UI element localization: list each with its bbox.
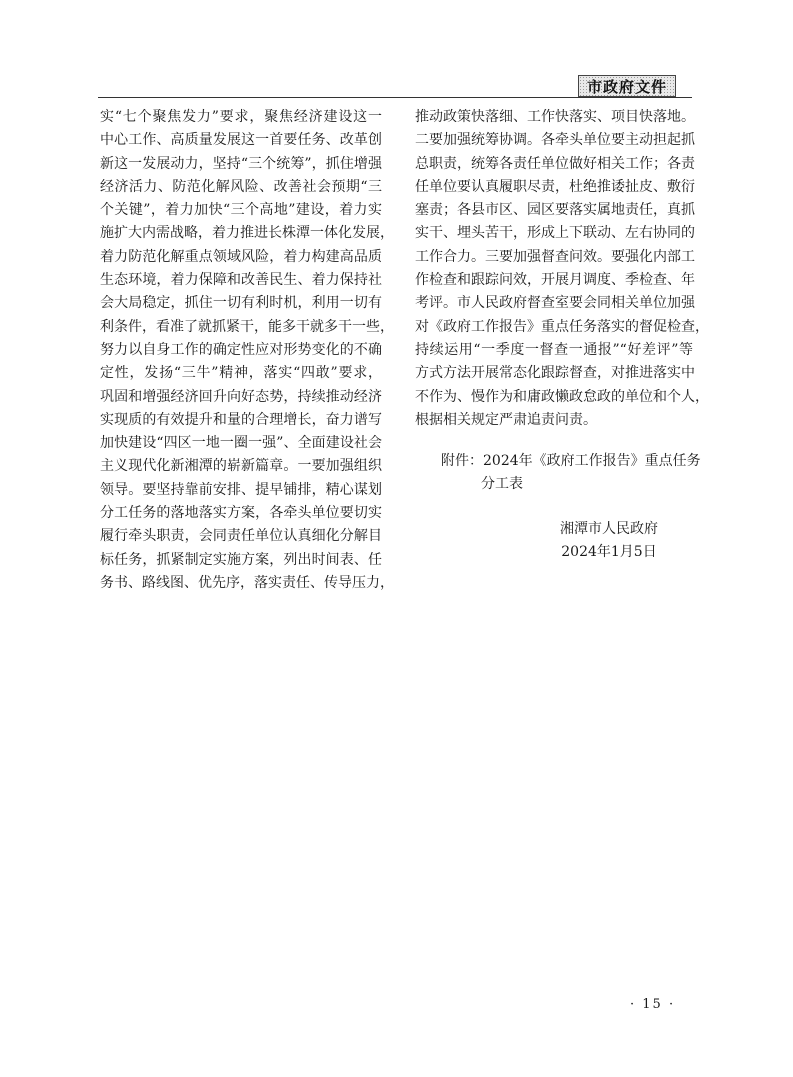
body-line: 新这一发展动力，坚持“三个统筹”，抓住增强 xyxy=(100,155,382,172)
body-line: 不作为、慢作为和庸政懒政怠政的单位和个人， xyxy=(415,388,709,405)
body-line: 加快建设“四区一地一圈一强”、全面建设社会 xyxy=(100,435,382,452)
body-line: 总职责，统筹各责任单位做好相关工作；各责 xyxy=(415,155,695,172)
body-text-left-column xyxy=(100,106,394,595)
body-line: 实“七个聚焦发力”要求，聚焦经济建设这一 xyxy=(100,109,382,125)
body-line: 施扩大内需战略，着力推进长株潭一体化发展， xyxy=(100,225,394,242)
body-line: 标任务，抓紧制定实施方案，列出时间表、任 xyxy=(100,551,382,568)
body-line: 分工任务的落地落实方案，各牵头单位要切实 xyxy=(100,505,382,522)
attachment-note xyxy=(441,450,701,497)
issuer-name: 湘潭市人民政府 xyxy=(560,521,658,537)
body-line: 任单位要认真履职尽责，杜绝推诿扯皮、敷衍 xyxy=(415,178,695,195)
body-line: 工作合力。三要加强督查问效。要强化内部工 xyxy=(415,248,695,265)
signature-block xyxy=(560,518,658,565)
body-line: 着力防范化解重点领域风险，着力构建高品质 xyxy=(100,248,382,265)
body-line: 塞责；各县市区、园区要落实属地责任，真抓 xyxy=(415,202,695,219)
body-line: 对《政府工作报告》重点任务落实的督促检查， xyxy=(415,318,709,335)
attachment-line-continued: 分工表 xyxy=(481,476,523,493)
body-line: 履行牵头职责，会同责任单位认真细化分解目 xyxy=(100,528,382,545)
body-line: 主义现代化新湘潭的崭新篇章。一要加强组织 xyxy=(100,458,382,475)
body-line: 中心工作、高质量发展这一首要任务、改革创 xyxy=(100,132,382,149)
attachment-line: 附件：2024年《政府工作报告》重点任务 xyxy=(441,453,701,469)
page-number: · 15 · xyxy=(630,997,676,1012)
body-line: 推动政策快落细、工作快落实、项目快落地。 xyxy=(415,109,695,125)
body-line: 领导。要坚持靠前安排、提早铺排，精心谋划 xyxy=(100,481,382,498)
body-line: 持续运用“一季度一督查一通报”“好差评”等 xyxy=(415,341,693,358)
body-line: 务书、路线图、优先序，落实责任、传导压力， xyxy=(100,574,394,591)
body-line: 经济活力、防范化解风险、改善社会预期“三 xyxy=(100,178,382,195)
section-tag: 市政府文件 xyxy=(578,75,676,97)
body-text-right-column xyxy=(415,106,709,432)
body-line: 根据相关规定严肃追责问责。 xyxy=(415,411,597,428)
body-line: 二要加强统筹协调。各牵头单位要主动担起抓 xyxy=(415,132,695,149)
body-line: 努力以自身工作的确定性应对形势变化的不确 xyxy=(100,341,382,358)
header-rule xyxy=(98,97,692,98)
body-line: 生态环境，着力保障和改善民生、着力保持社 xyxy=(100,272,382,289)
body-line: 定性，发扬“三牛”精神，落实“四敢”要求， xyxy=(100,365,382,382)
body-line: 作检查和跟踪问效，开展月调度、季检查、年 xyxy=(415,272,695,289)
issue-date: 2024年1月5日 xyxy=(561,544,657,561)
body-line: 方式方法开展常态化跟踪督查，对推进落实中 xyxy=(415,365,695,382)
body-line: 巩固和增强经济回升向好态势，持续推动经济 xyxy=(100,388,382,405)
body-line: 会大局稳定，抓住一切有利时机，利用一切有 xyxy=(100,295,382,312)
body-line: 考评。市人民政府督查室要会同相关单位加强 xyxy=(415,295,695,312)
body-line: 实现质的有效提升和量的合理增长，奋力谱写 xyxy=(100,411,382,428)
body-line: 个关键”，着力加快“三个高地”建设，着力实 xyxy=(100,202,382,219)
body-line: 利条件，看准了就抓紧干，能多干就多干一些， xyxy=(100,318,394,335)
body-line: 实干、埋头苦干，形成上下联动、左右协同的 xyxy=(415,225,695,242)
